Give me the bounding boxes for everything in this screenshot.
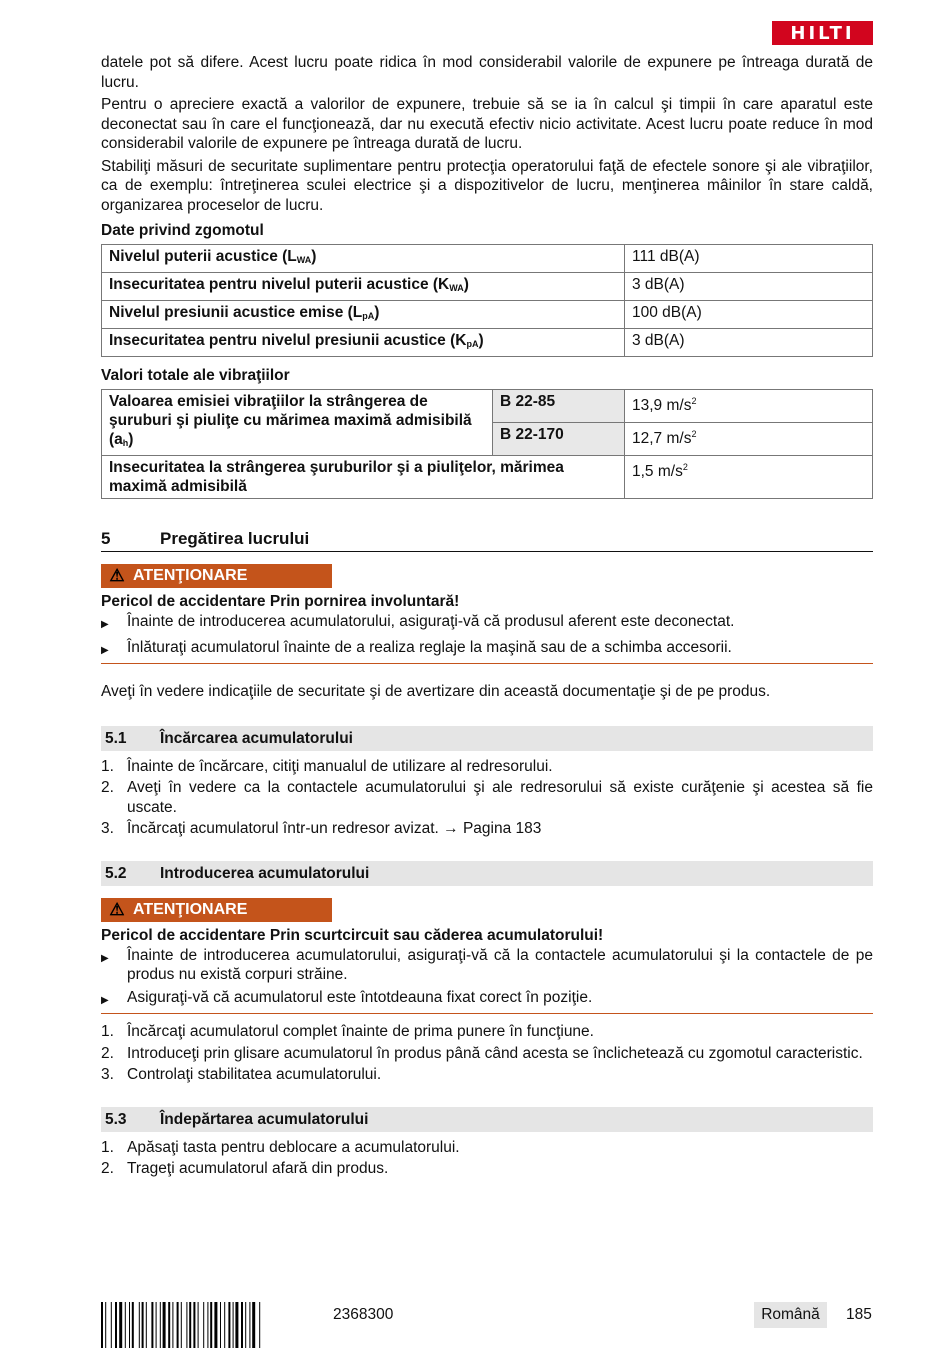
warning-banner xyxy=(101,564,332,588)
list-item: 1. Apăsaţi tasta pentru deblocare a acumulatorului. xyxy=(101,1138,460,1156)
list-item: ▶ Înainte de introducerea acumulatorului, asiguraţi-vă că produsul aferent este deconectat. xyxy=(101,612,873,635)
steps-list xyxy=(101,1022,873,1085)
triangle-bullet-icon: ▶ xyxy=(101,619,109,630)
page-number: 185 xyxy=(846,1306,872,1323)
noise-value: 111 dB(A) xyxy=(625,245,873,273)
section-number: 5 xyxy=(101,529,111,548)
warning-list xyxy=(101,946,873,1011)
list-item: 2. Introduceţi prin glisare acumulatorul în produs până când acesta se înclichetează cu zgomotul caracteristic. xyxy=(101,1044,863,1062)
document-number: 2368300 xyxy=(333,1306,394,1323)
noise-value: 100 dB(A) xyxy=(625,301,873,329)
language-badge: Română xyxy=(754,1302,827,1328)
table-row xyxy=(102,273,873,301)
list-item: 3. Încărcaţi acumulatorul într-un redresor avizat. → Pagina 183 xyxy=(101,820,542,837)
list-item: 2. Aveţi în vedere ca la contactele acumulatorului şi ale redresorului să existe curăţenie şi acestea să fie uscate. xyxy=(101,779,873,816)
warning-list xyxy=(101,612,873,660)
noise-table xyxy=(101,244,873,357)
warning-label: ATENŢIONARE xyxy=(133,567,248,584)
subsection-number: 5.3 xyxy=(105,1110,127,1128)
list-item: 2. Trageţi acumulatorul afară din produs. xyxy=(101,1160,389,1177)
noise-label: Nivelul puterii acustice $(L_{WA})$ xyxy=(102,245,625,273)
vibration-table xyxy=(101,389,873,499)
noise-value: 3 dB(A) xyxy=(625,273,873,301)
safety-note: Aveţi în vedere indicaţiile de securitate şi de avertizare din această documentaţie şi de pe produs. xyxy=(101,683,771,700)
table-row xyxy=(102,456,873,499)
triangle-bullet-icon: ▶ xyxy=(101,952,109,964)
triangle-bullet-icon: ▶ xyxy=(101,994,109,1006)
warning-title: Pericol de accidentare Prin pornirea involuntară! xyxy=(101,593,460,610)
list-item: 1. Încărcaţi acumulatorul complet înainte de prima punere în funcţiune. xyxy=(101,1023,594,1040)
section-title: Pregătirea lucrului xyxy=(160,529,310,548)
vibration-value: 13,9 $m/s^2$ xyxy=(625,390,873,423)
list-item: 3. Controlaţi stabilitatea acumulatorului. xyxy=(101,1066,382,1083)
vibration-value: 12,7 $m/s^2$ xyxy=(625,423,873,456)
noise-value: 3 dB(A) xyxy=(625,329,873,357)
subsection-number: 5.2 xyxy=(105,864,127,882)
model-cell: B 22-170 xyxy=(493,423,625,456)
list-item: ▶ Înainte de introducerea acumulatorului, asiguraţi-vă că la contactele acumulatorului şi la contactele de pe produs nu există corpuri străine. xyxy=(101,946,873,983)
table-row xyxy=(102,245,873,273)
subsection-title: Încărcarea acumulatorului xyxy=(160,729,353,747)
warning-banner xyxy=(101,898,332,922)
barcode-icon xyxy=(101,1302,321,1348)
triangle-bullet-icon: ▶ xyxy=(101,644,109,656)
page-content xyxy=(101,53,873,1181)
table-row xyxy=(102,390,873,423)
subsection-heading xyxy=(101,1107,873,1132)
hilti-logo: HILTI xyxy=(772,21,873,45)
warning-triangle-icon: ⚠ xyxy=(109,899,125,919)
subsection-title: Îndepărtarea acumulatorului xyxy=(160,1110,369,1128)
subsection-title: Introducerea acumulatorului xyxy=(160,864,370,882)
vibration-heading: Valori totale ale vibraţiilor xyxy=(101,367,290,384)
steps-list xyxy=(101,1138,873,1179)
subsection-heading xyxy=(101,861,873,886)
warning-label: ATENŢIONARE xyxy=(133,900,248,918)
vibration-label: Insecuritatea la strângerea şuruburilor şi a piuliţelor, mărimea maximă admisibilă xyxy=(102,456,625,499)
warning-rule xyxy=(101,1013,873,1014)
steps-list xyxy=(101,757,873,839)
subsection-number: 5.1 xyxy=(105,729,127,747)
noise-label: Nivelul presiunii acustice emise $(L_{pA})$ xyxy=(102,301,625,329)
table-row xyxy=(102,329,873,357)
vibration-label: Valoarea emisiei vibraţiilor la strângerea de şuruburi şi piuliţe cu mărimea maximă admisibilă $(a_h)$ xyxy=(102,390,493,456)
warning-title: Pericol de accidentare Prin scurtcircuit sau căderea acumulatorului! xyxy=(101,926,604,944)
noise-heading: Date privind zgomotul xyxy=(101,222,264,239)
list-item: ▶ Înlăturaţi acumulatorul înainte de a realiza reglaje la maşină sau de a schimba accesorii. xyxy=(101,638,873,661)
warning-triangle-icon: ⚠ xyxy=(109,566,125,585)
model-cell: B 22-85 xyxy=(493,390,625,423)
table-row xyxy=(102,301,873,329)
list-item: ▶ Asiguraţi-vă că acumulatorul este întotdeauna fixat corect în poziţie. xyxy=(101,988,873,1011)
noise-label: Insecuritatea pentru nivelul puterii acustice $(K_{WA})$ xyxy=(102,273,625,301)
section-heading xyxy=(101,529,873,552)
page-footer xyxy=(101,1302,873,1350)
warning-rule xyxy=(101,663,873,664)
intro-paragraph-2: Pentru o apreciere exactă a valorilor de expunere, trebuie să se ia în calcul şi timpii în care aparatul este deconectat sau în care el funcţionează, dar nu execută efectiv nicio activitate. Acest lucru poate reduce în mod considerabil valorile de expunere pe întreaga durată de lucru. xyxy=(101,96,873,152)
list-item: 1. Înainte de încărcare, citiţi manualul de utilizare al redresorului. xyxy=(101,757,553,775)
intro-paragraph-3: Stabiliţi măsuri de securitate suplimentare pentru protecţia operatorului faţă de efectele sonore şi ale vibraţiilor, ca de exemplu: întreţinerea sculei electrice şi a dispozitivelor de lucru, menţinerea mâinilor în stare caldă, organizarea proceselor de lucru. xyxy=(101,157,873,214)
subsection-heading xyxy=(101,726,873,751)
intro-paragraph-1: datele pot să difere. Acest lucru poate ridica în mod considerabil valorile de expunere pe întreaga durată de lucru. xyxy=(101,54,873,91)
noise-label: Insecuritatea pentru nivelul presiunii acustice $(K_{pA})$ xyxy=(102,329,625,357)
vibration-value: 1,5 $m/s^2$ xyxy=(625,456,873,499)
